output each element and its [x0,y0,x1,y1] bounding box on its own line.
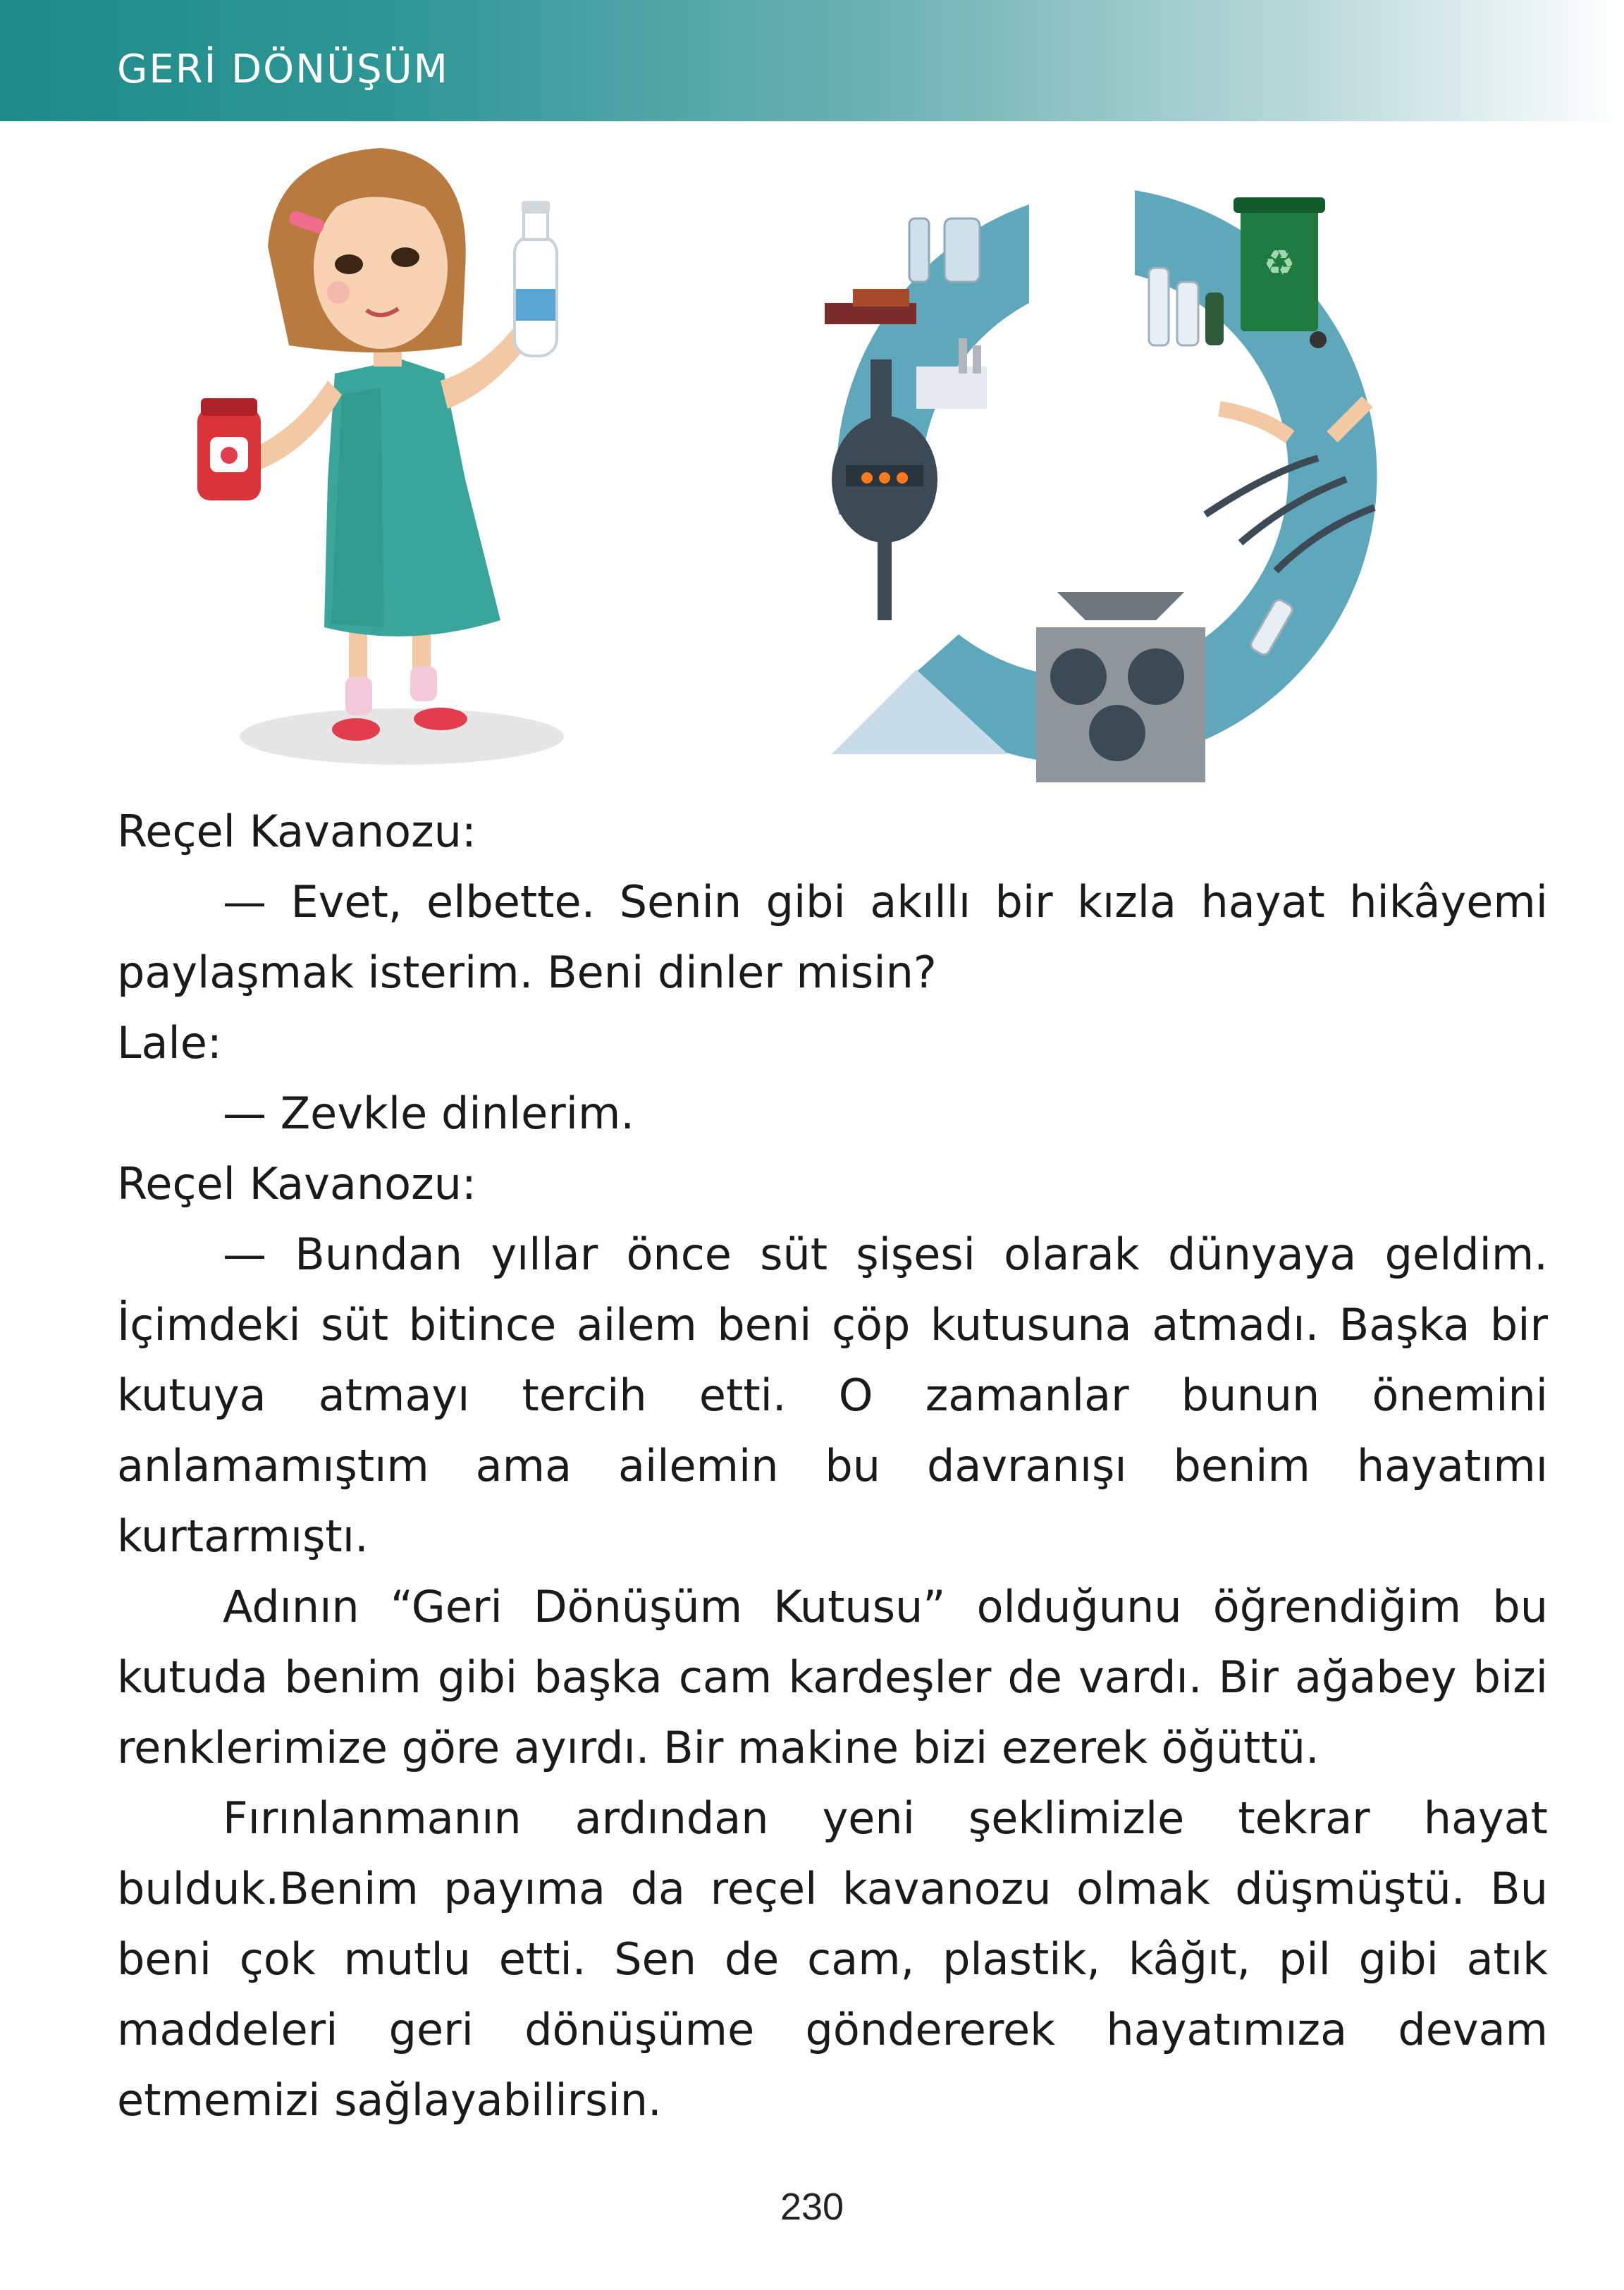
dialogue-line: — Evet, elbette. Senin gibi akıllı bir kızla hayat hikâyemi paylaşmak isterim. Beni dinler misin? [117,876,1548,998]
speaker-label: Reçel Kavanozu: [117,806,476,857]
girl-illustration [169,141,606,775]
speaker-label: Lale: [117,1017,222,1069]
story-paragraph: Fırınlanmanın ardından yeni şeklimizle tekrar hayat bulduk.Benim payıma da reçel kavanozu olmak düşmüştü. Bu beni çok mutlu etti. Sen de cam, plastik, kâğıt, pil gibi atık maddeleri geri dönüşüme göndererek hayatımıza devam etmemizi sağlayabilirsin. [117,1792,1548,2126]
recycle-icon: ♻ [1263,242,1296,283]
story-paragraph: Adının “Geri Dönüşüm Kutusu” olduğunu öğrendiğim bu kutuda benim gibi başka cam kardeşler de vardı. Bir ağabey bizi renklerimize göre ayırdı. Bir makine bizi ezerek öğüttü. [117,1581,1548,1773]
story-text [117,796,1548,2136]
page-number: 230 [780,2186,844,2228]
speaker-label: Reçel Kavanozu: [117,1158,476,1209]
page-title: GERİ DÖNÜŞÜM [117,47,449,92]
strawberry-icon [221,447,238,464]
dialogue-line: — Bundan yıllar önce süt şişesi olarak dünyaya geldim. İçimdeki süt bitince ailem beni çöp kutusuna atmadı. Başka bir kutuya atmayı tercih etti. O zamanlar bunun önemini anlamamıştım ama ailemin bu davranışı benim hayatımı kurtarmıştı. [117,1229,1548,1562]
dialogue-line: — Zevkle dinlerim. [223,1088,635,1139]
recycling-cycle-illustration [811,176,1431,789]
